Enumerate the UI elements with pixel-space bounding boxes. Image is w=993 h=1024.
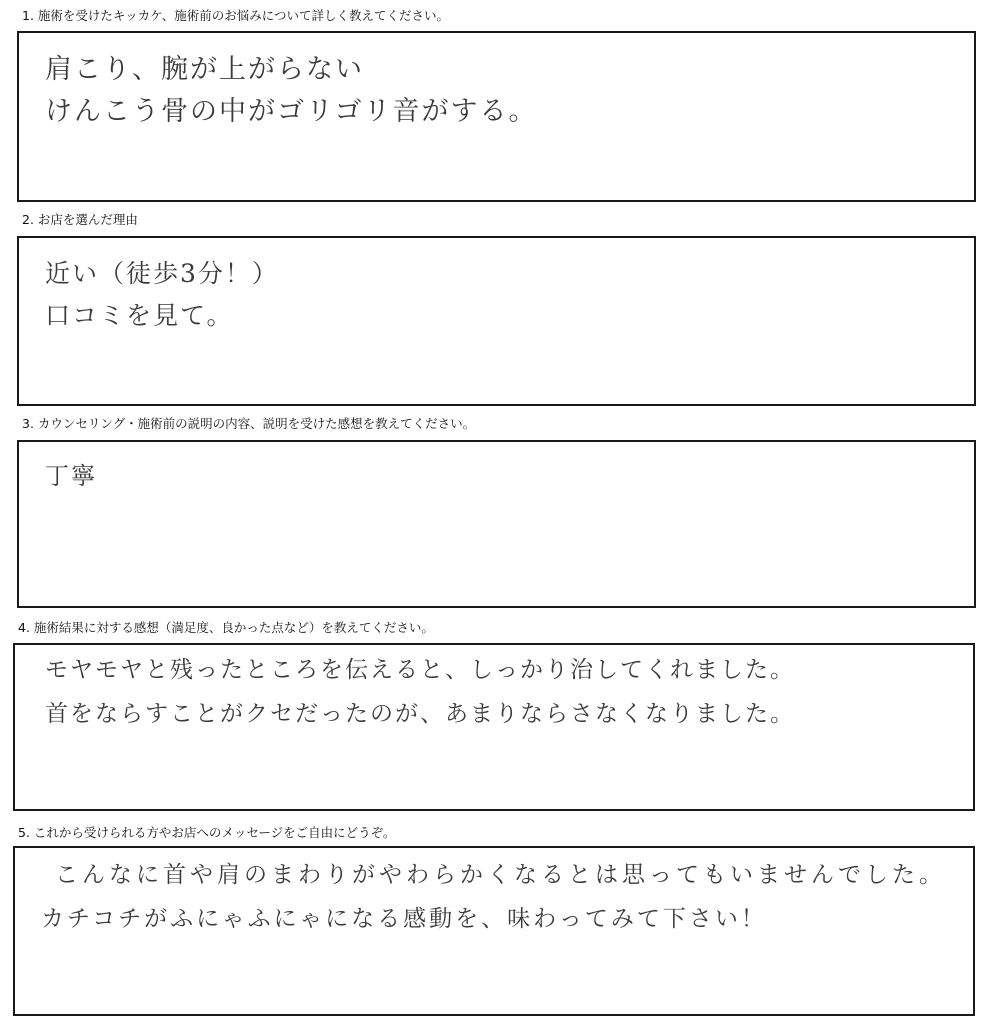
- question-4-label: 4. 施術結果に対する感想（満足度、良かった点など）を教えてください。: [18, 620, 434, 635]
- answer-2-line-1: 近い（徒歩3分！）: [45, 259, 279, 288]
- answer-5-line-2: カチコチがふにゃふにゃになる感動を、味わってみて下さい！: [41, 906, 767, 932]
- answer-1-line-2: けんこう骨の中がゴリゴリ音がする。: [45, 96, 538, 127]
- answer-2-line-2: 口コミを見て。: [45, 301, 234, 330]
- answer-box-2: [17, 236, 976, 406]
- answer-4-line-1: モヤモヤと残ったところを伝えると、しっかり治してくれました。: [45, 657, 795, 683]
- question-1-label: 1. 施術を受けたキッカケ、施術前のお悩みについて詳しく教えてください。: [22, 8, 450, 23]
- question-2-label: 2. お店を選んだ理由: [22, 212, 138, 227]
- question-5-label: 5. これから受けられる方やお店へのメッセージをご自由にどうぞ。: [18, 825, 396, 840]
- answer-box-3: [17, 440, 976, 608]
- answer-5-line-1: こんなに首や肩のまわりがやわらかくなるとは思ってもいませんでした。: [55, 862, 946, 888]
- answer-4-line-2: 首をならすことがクセだったのが、あまりならさなくなりました。: [45, 701, 795, 727]
- answer-1-line-1: 肩こり、腕が上がらない: [45, 54, 364, 85]
- answer-box-4: [13, 643, 975, 811]
- answer-3-line-1: 丁寧: [45, 462, 97, 490]
- answer-box-5: [13, 846, 975, 1016]
- question-3-label: 3. カウンセリング・施術前の説明の内容、説明を受けた感想を教えてください。: [22, 416, 476, 431]
- answer-box-1: [17, 31, 976, 202]
